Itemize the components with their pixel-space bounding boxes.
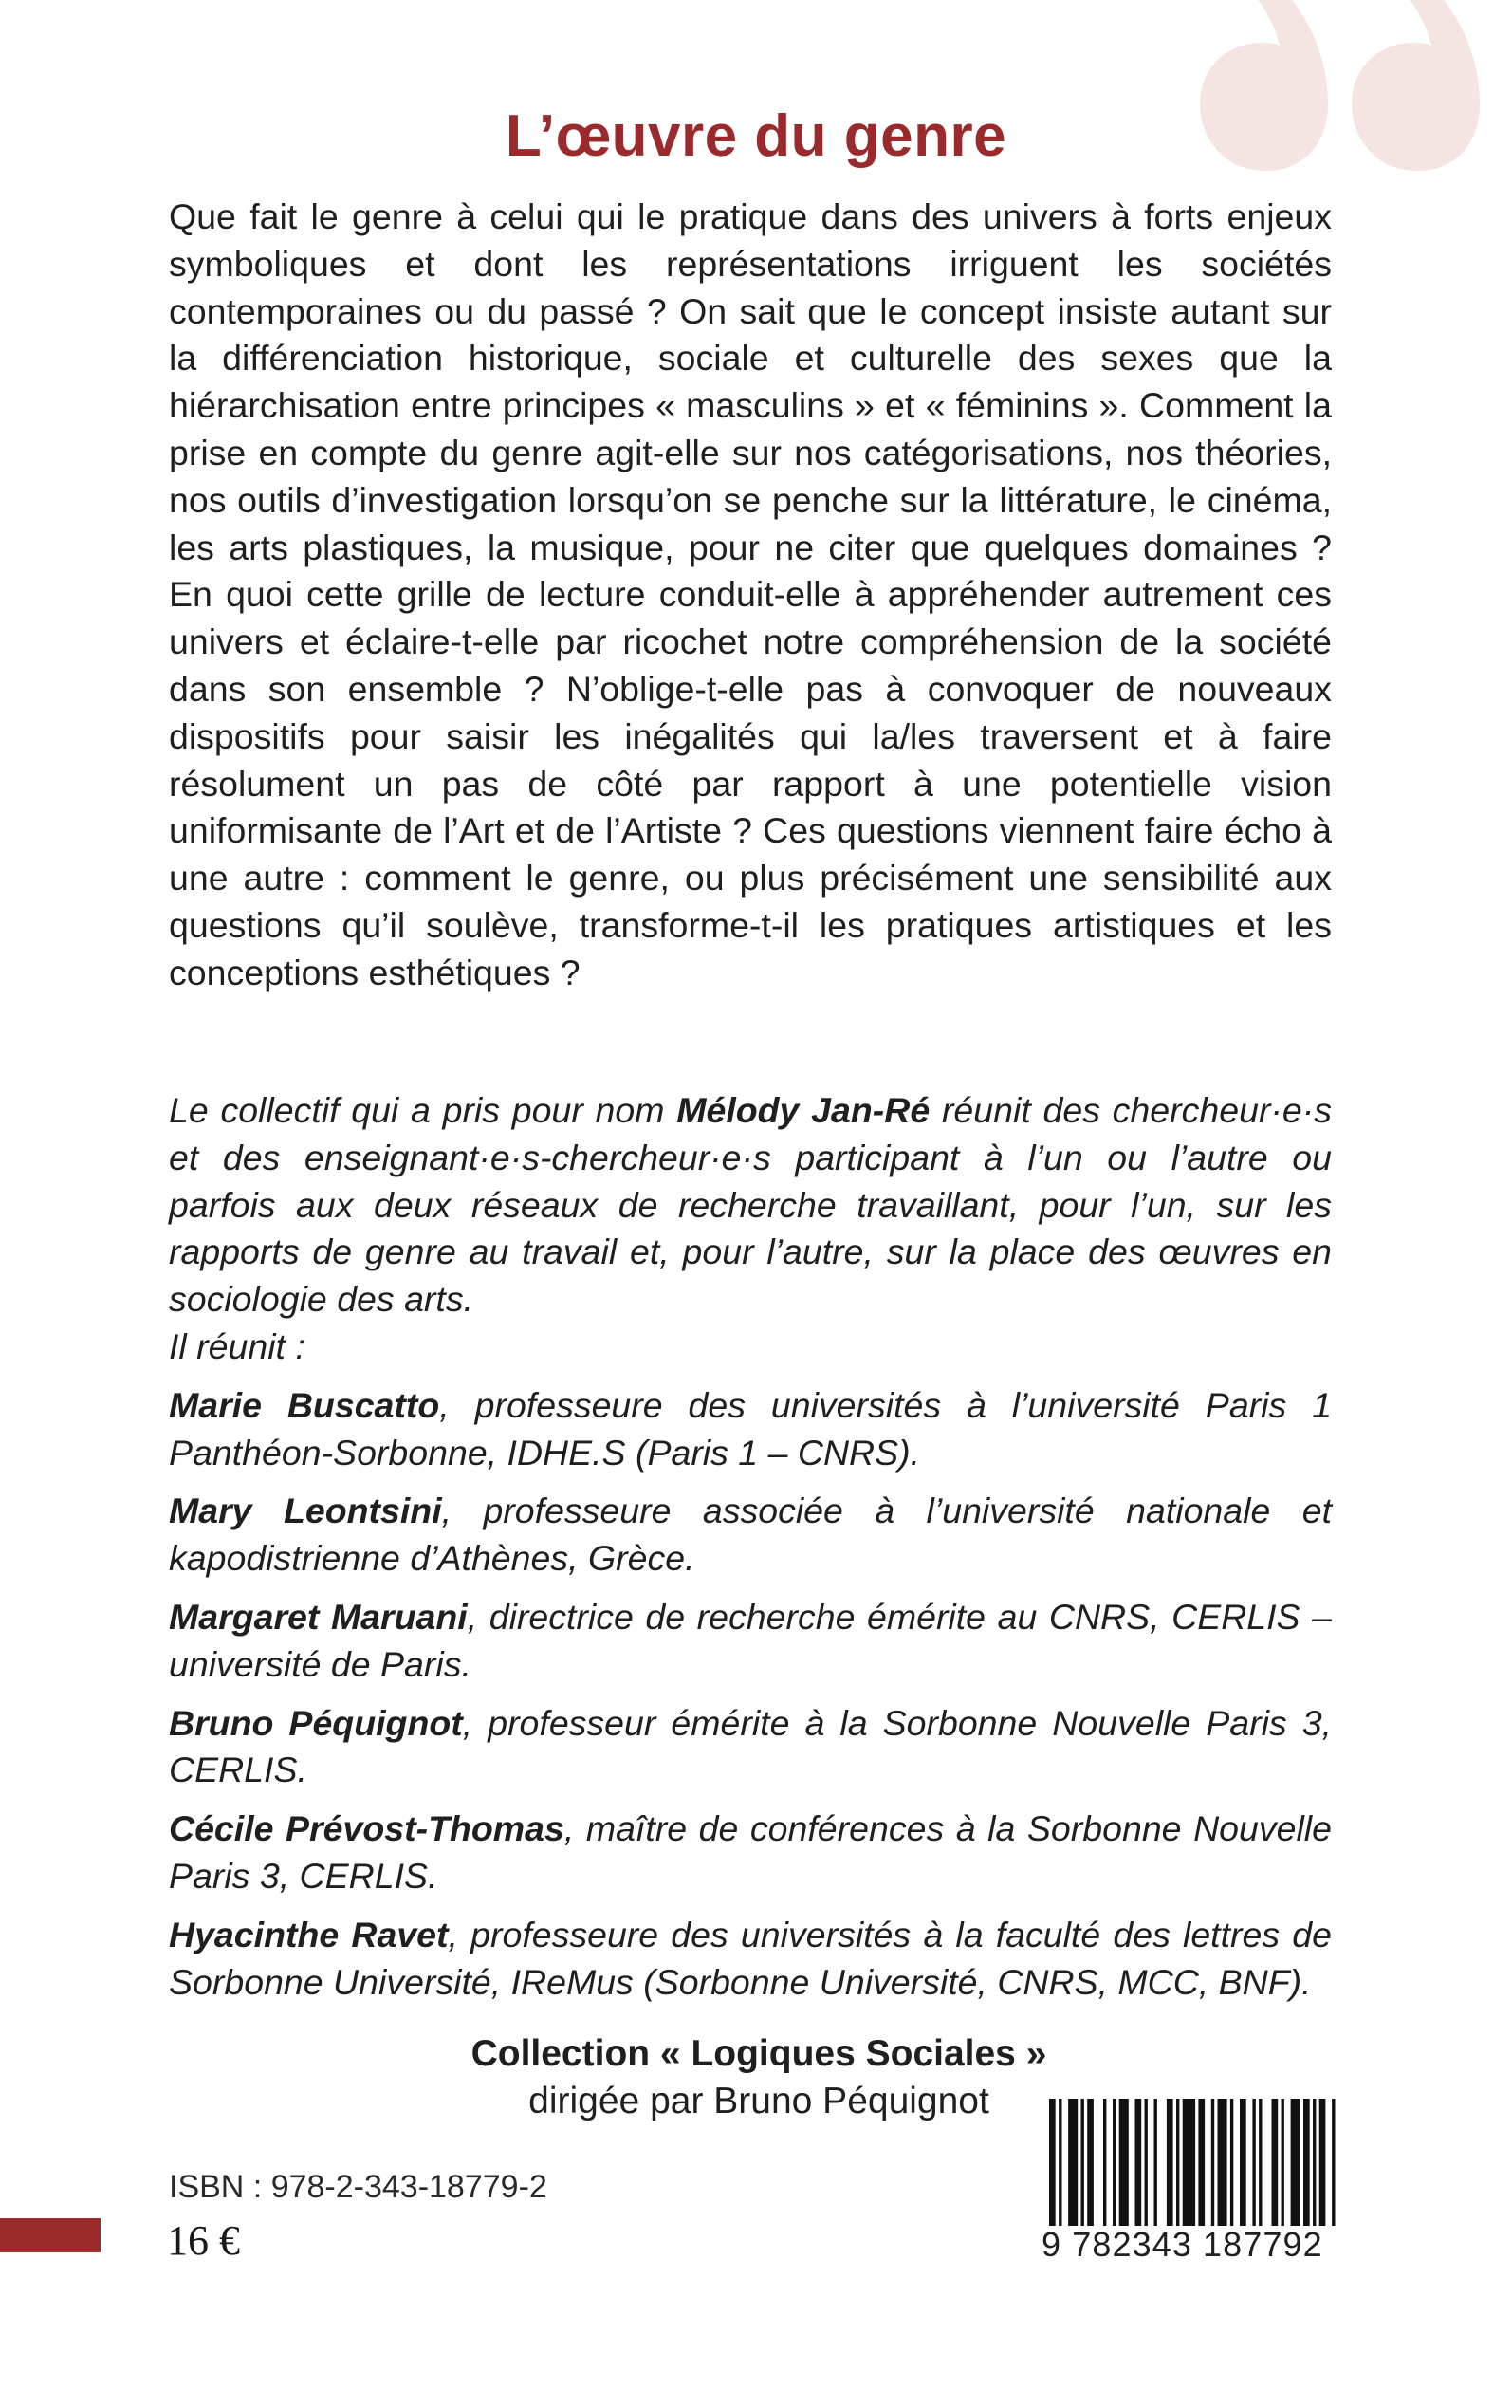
- barcode-bar: [1135, 2099, 1142, 2232]
- barcode-bar: [1081, 2099, 1084, 2232]
- collective-name: Mélody Jan-Ré: [676, 1090, 931, 1130]
- barcode-bar: [1049, 2099, 1056, 2232]
- barcode-bar: [1230, 2099, 1233, 2232]
- collective-section: [169, 1087, 1332, 2017]
- collective-intro-after: réunit des chercheur·e·s et des enseignant·e·s-chercheur·e·s participant à l’un ou l’autre ou parfois aux deux réseaux de recherche travaillant, pour l’un, sur les rapports de genre au travail et, pour l’autre, sur la place des œuvres en sociologie des arts.: [169, 1090, 1333, 1320]
- member-name: Mary Leontsini: [169, 1491, 442, 1531]
- barcode-bar: [1313, 2099, 1316, 2232]
- member-desc: , maître de conférences à la Sorbonne Nouvelle Paris 3, CERLIS.: [169, 1808, 1332, 1896]
- member-entry: [169, 1594, 1332, 1689]
- member-name: Margaret Maruani: [169, 1596, 468, 1637]
- barcode-bar: [1211, 2099, 1214, 2232]
- member-name: Bruno Péquignot: [169, 1702, 463, 1743]
- barcode-bar: [1240, 2099, 1246, 2232]
- member-desc: , professeur émérite à la Sorbonne Nouvelle Paris 3, CERLIS.: [169, 1702, 1332, 1790]
- barcode-bar: [1119, 2099, 1129, 2232]
- member-name: Cécile Prévost-Thomas: [169, 1808, 564, 1849]
- barcode-bar: [1059, 2099, 1061, 2232]
- accent-bar: [0, 2218, 101, 2252]
- member-desc: , professeure des universités à l’université Paris 1 Panthéon-Sorbonne, IDHE.S (Paris 1 – CNRS).: [169, 1384, 1332, 1473]
- member-entry: [169, 1912, 1332, 2007]
- abstract-text: Que fait le genre à celui qui le pratique dans des univers à forts enjeux symboliques et dont les représentations irriguent les sociétés contemporaines ou du passé ? On sait que le concept insiste autant sur la différenciation historique, sociale et culturelle des sexes que la hiérarchisation entre principes « masculins » et « féminins ». Comment la prise en compte du genre agit-elle sur nos catégorisations, nos théories, nos outils d’investigation lorsqu’on se penche sur la littérature, le cinéma, les arts plastiques, la musique, pour ne citer que quelques domaines ? En quoi cette grille de lecture conduit-elle à appréhender autrement ces univers et éclaire-t-elle par ricochet notre compréhension de la société dans son ensemble ? N’oblige-t-elle pas à convoquer de nouveaux dispositifs pour saisir les inégalités qui la/les traversent et à faire résolument un pas de côté par rapport à une potentielle vision uniformisante de l’Art et de l’Artiste ? Ces questions viennent faire écho à une autre : comment le genre, ou plus précisément une sensibilité aux questions qu’il soulève, transforme-t-il les pratiques artistiques et les conceptions esthétiques ?: [169, 196, 1332, 992]
- barcode-bar: [1103, 2099, 1106, 2232]
- member-name: Marie Buscatto: [169, 1384, 440, 1425]
- barcode-bar: [1259, 2099, 1262, 2232]
- barcode-bar: [1183, 2099, 1195, 2232]
- barcode-bar: [1252, 2099, 1255, 2232]
- member-desc: , directrice de recherche émérite au CNRS, CERLIS – université de Paris.: [169, 1596, 1332, 1684]
- member-entry: [169, 1382, 1332, 1477]
- member-entry: [169, 1806, 1332, 1900]
- barcode-bar: [1176, 2099, 1179, 2232]
- collective-intro: [169, 1087, 1332, 1324]
- barcode-bar: [1272, 2099, 1279, 2232]
- collection-director: dirigée par Bruno Péquignot: [528, 2081, 989, 2121]
- barcode-bar: [1113, 2099, 1116, 2232]
- barcode-digits: 9 782343 187792: [1040, 2226, 1347, 2264]
- barcode-bar: [1218, 2099, 1227, 2232]
- reunit-label: Il réunit :: [169, 1325, 305, 1366]
- member-entry: [169, 1488, 1332, 1583]
- price: 16 €: [167, 2217, 240, 2264]
- member-desc: , professeure des universités à la faculté des lettres de Sorbonne Université, IReMus (Sorbonne Université, CNRS, MCC, BNF).: [169, 1914, 1332, 2002]
- member-entry: [169, 1700, 1332, 1795]
- barcode-bar: [1068, 2099, 1078, 2232]
- barcode-bar: [1154, 2099, 1157, 2232]
- collection-name: Collection « Logiques Sociales »: [470, 2033, 1047, 2074]
- member-desc: , professeure associée à l’université nationale et kapodistrienne d’Athènes, Grèce.: [169, 1491, 1333, 1579]
- barcode-bar: [1303, 2099, 1310, 2232]
- barcode-bar: [1145, 2099, 1148, 2232]
- barcode-bar: [1319, 2099, 1326, 2232]
- collective-intro-before: Le collectif qui a pris pour nom: [169, 1090, 677, 1130]
- barcode-bar: [1198, 2099, 1205, 2232]
- barcode-bar: [1087, 2099, 1094, 2232]
- barcode-bar: [1282, 2099, 1284, 2232]
- isbn: ISBN : 978-2-343-18779-2: [169, 2169, 547, 2205]
- member-name: Hyacinthe Ravet: [169, 1914, 449, 1954]
- barcode-bar: [1332, 2099, 1335, 2232]
- book-title: L’œuvre du genre: [505, 103, 1007, 169]
- barcode-bar: [1291, 2099, 1300, 2232]
- collection-block: [379, 2030, 1138, 2125]
- barcode-bar: [1167, 2099, 1173, 2232]
